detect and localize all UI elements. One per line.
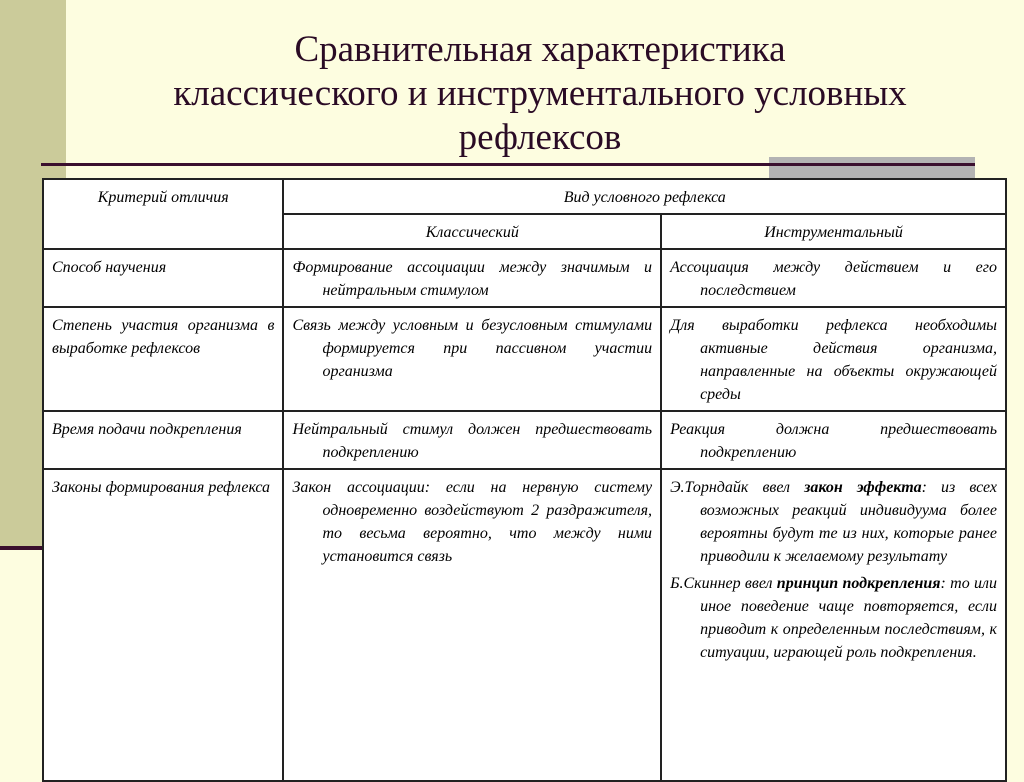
- header-classical: Классический: [283, 214, 661, 249]
- thorndike-bold: закон эффекта: [804, 479, 922, 496]
- title-line-2: классического и инструментального условных: [173, 73, 907, 114]
- table-header-row: [43, 179, 1006, 214]
- cell-instrumental: [661, 249, 1006, 307]
- instrumental-text: Реакция должна предшествовать подкреплению: [670, 421, 997, 461]
- cell-criterion: [43, 411, 283, 469]
- header-criterion: Критерий отличия: [43, 179, 283, 249]
- cell-criterion: [43, 307, 283, 411]
- table-row: [43, 249, 1006, 307]
- skinner-bold: принцип подкрепления: [776, 575, 941, 592]
- side-decor-line: [0, 546, 42, 550]
- title-line-3: рефлексов: [458, 117, 622, 158]
- decor-gray-block: [769, 157, 975, 178]
- header-instrumental: Инструментальный: [661, 214, 1006, 249]
- classical-text: Связь между условным и безусловным стимулами формируется при пассивном участии организма: [292, 317, 653, 380]
- criterion-text: Способ научения: [52, 259, 167, 276]
- slide-title: [100, 28, 980, 160]
- cell-instrumental: [661, 307, 1006, 411]
- table-row: [43, 469, 1006, 781]
- cell-instrumental: [661, 469, 1006, 781]
- header-reflex-type: Вид условного рефлекса: [283, 179, 1006, 214]
- cell-classical: [283, 411, 661, 469]
- cell-classical: [283, 307, 661, 411]
- instrumental-text: Ассоциация между действием и его последствием: [670, 259, 997, 299]
- skinner-prefix: Б.Скиннер ввел: [670, 575, 777, 592]
- criterion-text: Степень участия организма в выработке рефлексов: [52, 317, 275, 357]
- cell-instrumental: [661, 411, 1006, 469]
- instrumental-text: Для выработки рефлекса необходимы активные действия организма, направленные на объекты окружающей среды: [670, 317, 997, 403]
- cell-criterion: [43, 469, 283, 781]
- cell-classical: [283, 249, 661, 307]
- comparison-table: [42, 178, 1007, 782]
- criterion-text: Законы формирования рефлекса: [52, 479, 271, 496]
- table-row: [43, 307, 1006, 411]
- cell-criterion: [43, 249, 283, 307]
- classical-text: Формирование ассоциации между значимым и нейтральным стимулом: [292, 259, 653, 299]
- cell-classical: [283, 469, 661, 781]
- classical-text: Нейтральный стимул должен предшествовать подкреплению: [292, 421, 653, 461]
- criterion-text: Время подачи подкрепления: [52, 421, 242, 438]
- title-divider: [41, 163, 975, 166]
- skinner-principle: [670, 572, 997, 664]
- thorndike-law: [670, 476, 997, 568]
- thorndike-prefix: Э.Торндайк ввел: [670, 479, 805, 496]
- table-row: [43, 411, 1006, 469]
- classical-text: Закон ассоциации: если на нервную систему одновременно воздействуют 2 раздражителя, то весьма вероятно, что между ними установится связь: [292, 479, 653, 565]
- title-line-1: Сравнительная характеристика: [294, 29, 786, 70]
- skinner-suffix: : то или иное поведение чаще повторяется, если приводит к определенным последствиям, к ситуации, играющей роль подкрепления.: [700, 575, 997, 661]
- thorndike-suffix: : из всех возможных реакций индивидуума более вероятны будут те из них, которые ранее приводили к желаемому результату: [700, 479, 998, 565]
